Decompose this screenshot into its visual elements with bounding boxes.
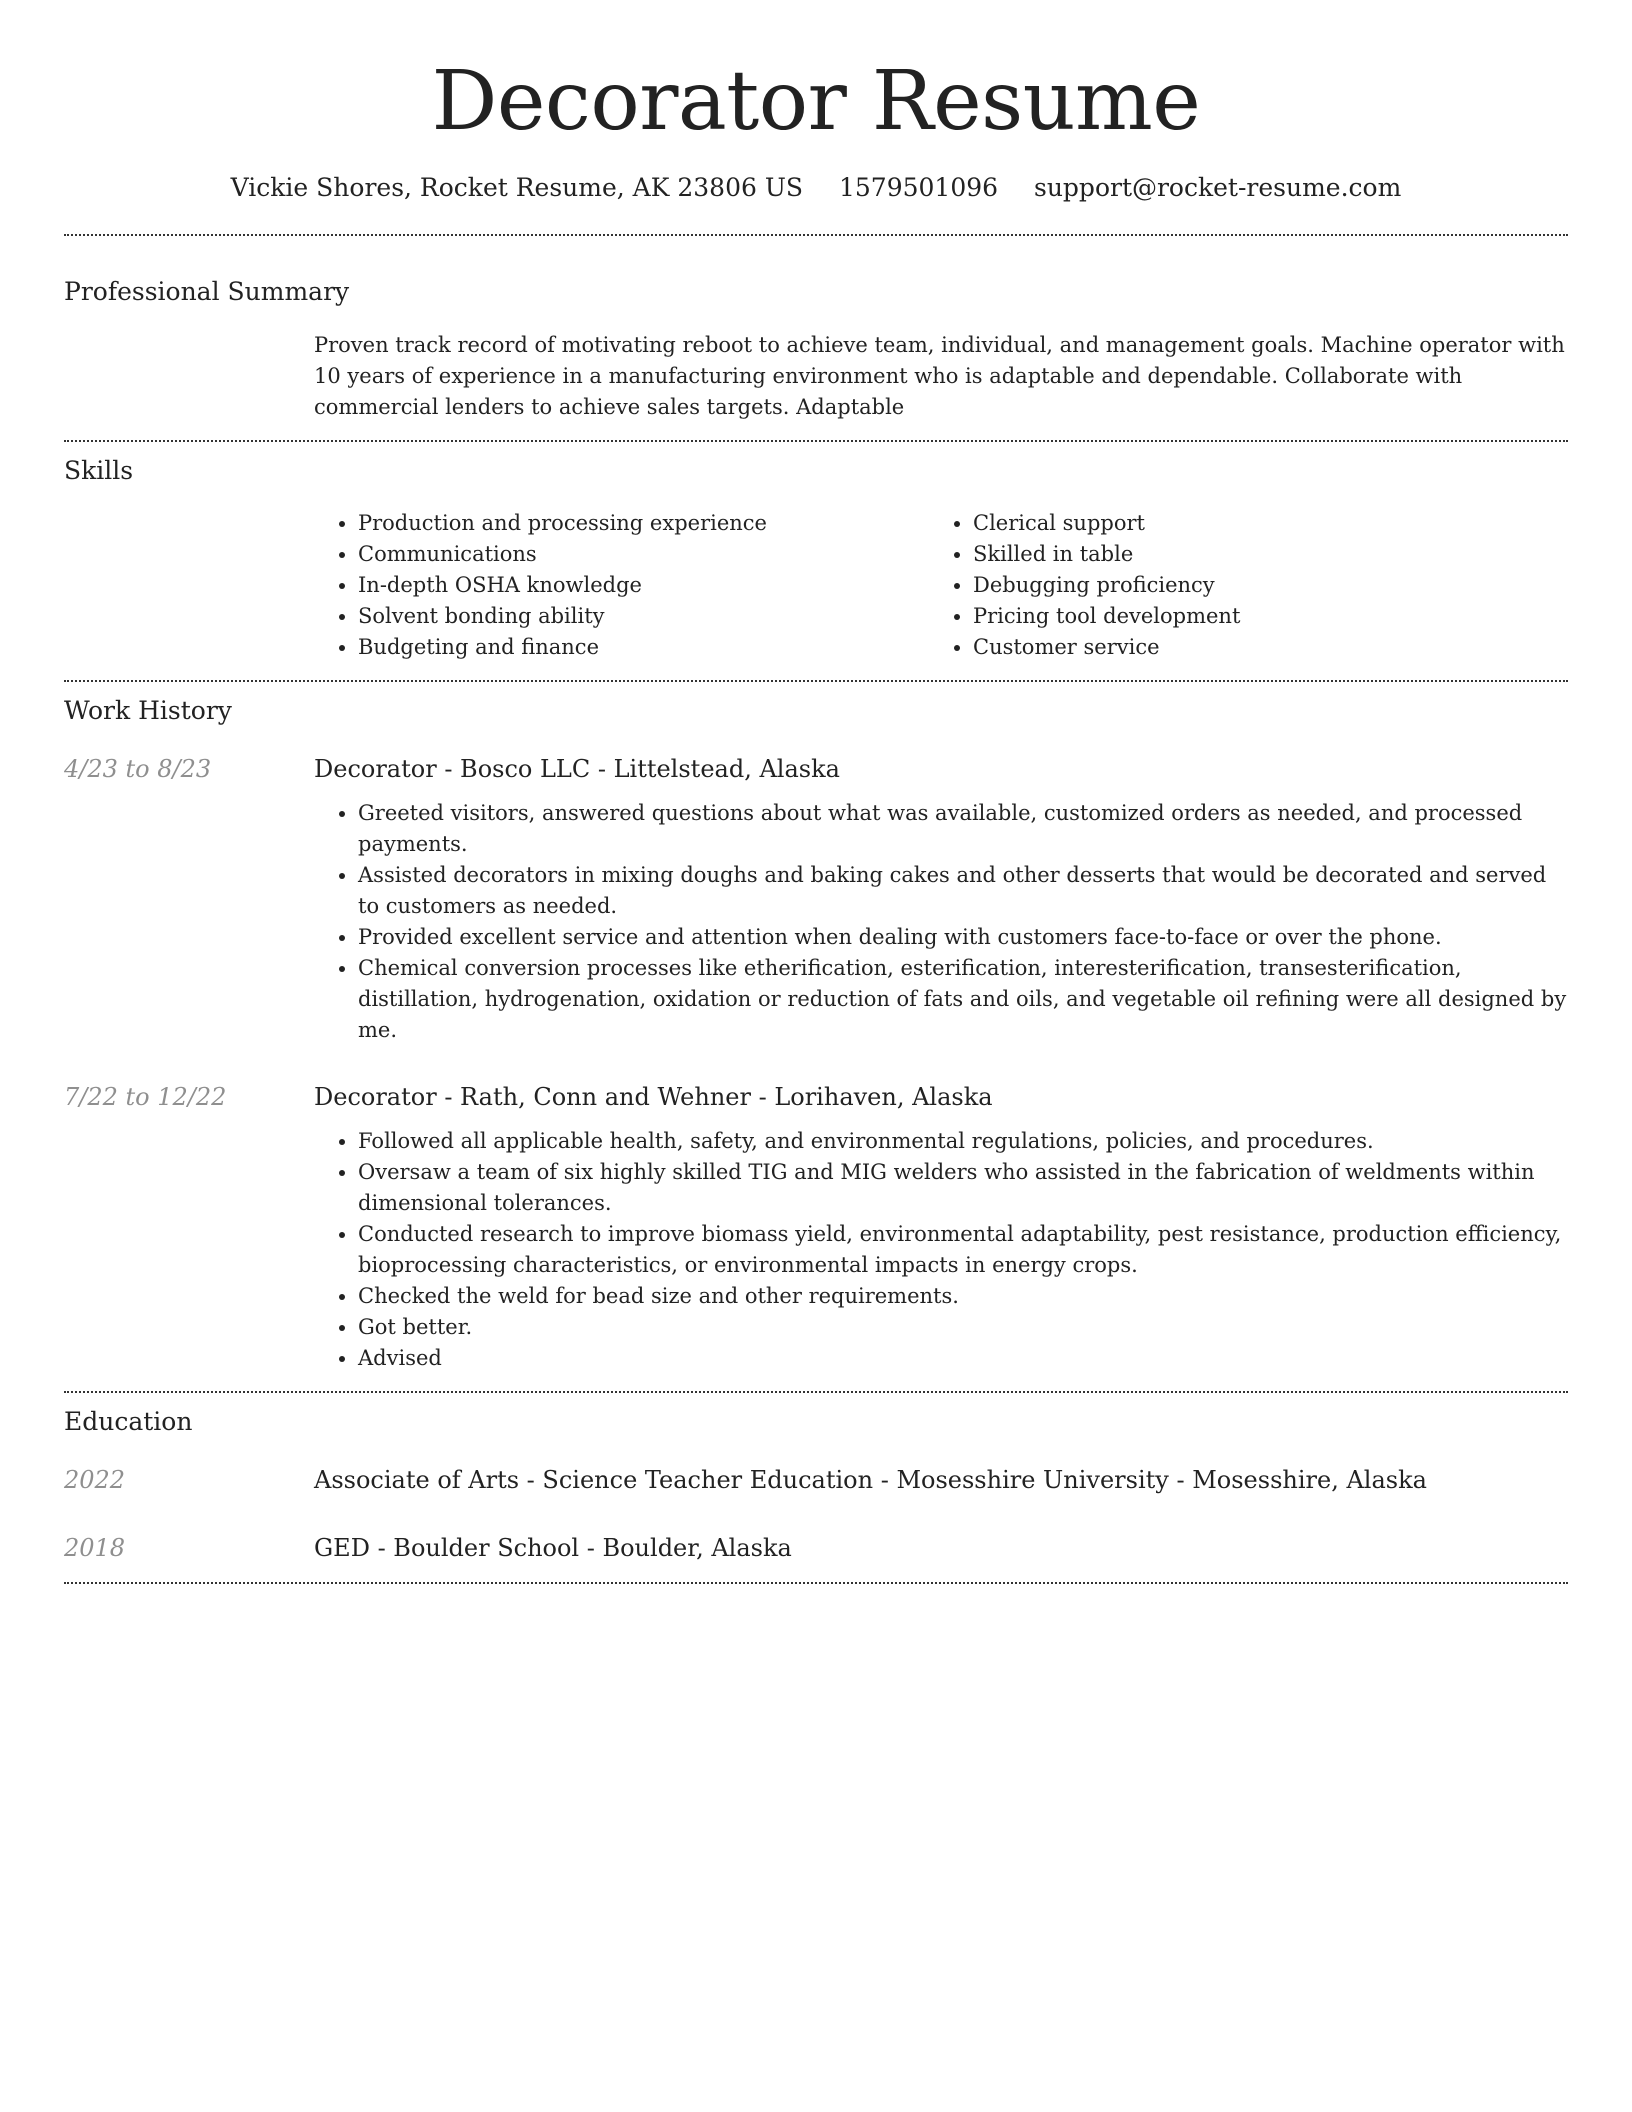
education-divider xyxy=(64,1582,1568,1584)
job-bullet: • Got better. xyxy=(358,1312,1568,1343)
skills-divider xyxy=(64,680,1568,682)
summary-divider xyxy=(64,440,1568,442)
job-bullet: • Oversaw a team of six highly skilled TIG and MIG welders who assisted in the fabrication of weldments within dimensional tolerances. xyxy=(358,1157,1568,1219)
job-bullets xyxy=(314,1126,1568,1374)
education-year: 2022 xyxy=(64,1466,126,1494)
skills-grid xyxy=(314,508,1568,663)
summary-body xyxy=(314,330,1568,423)
education-details xyxy=(314,1463,1568,1497)
job-details xyxy=(314,752,1568,1046)
education-title: GED - Boulder School - Boulder, Alaska xyxy=(314,1534,792,1562)
job-dates: 7/22 to 12/22 xyxy=(64,1083,227,1111)
job-bullet: • Assisted decorators in mixing doughs and baking cakes and other desserts that would be decorated and served to customers as needed. xyxy=(358,860,1568,922)
skills-column-2 xyxy=(929,508,1544,663)
job-bullet: • Advised xyxy=(358,1343,1568,1374)
job-entry xyxy=(64,1080,1568,1374)
job-details xyxy=(314,1080,1568,1374)
job-title: Decorator - Bosco LLC - Littelstead, Alaska xyxy=(314,755,840,783)
education-details xyxy=(314,1531,1568,1565)
job-bullet: • Provided excellent service and attention when dealing with customers face-to-face or over the phone. xyxy=(358,922,1568,953)
skills-column-1 xyxy=(314,508,929,663)
work-heading: Work History xyxy=(64,696,232,725)
skill-item: • Budgeting and finance xyxy=(358,632,929,663)
skill-item: • Debugging proficiency xyxy=(973,570,1544,601)
summary-text: Proven track record of motivating reboot to achieve team, individual, and management goals. Machine operator with 10 years of experience in a manufacturing environment who is adaptable and dependable. Collaborate with commercial lenders to achieve sales targets. Adaptable xyxy=(314,333,1565,419)
job-bullet: • Conducted research to improve biomass yield, environmental adaptability, pest resistance, production efficiency, bioprocessing characteristics, or environmental impacts in energy crops. xyxy=(358,1219,1568,1281)
resume-title: Decorator Resume xyxy=(431,54,1201,149)
skills-heading: Skills xyxy=(64,456,134,485)
job-entry xyxy=(64,752,1568,1046)
contact-email: support@rocket-resume.com xyxy=(1034,173,1402,202)
education-entry xyxy=(64,1531,1568,1565)
job-dates: 4/23 to 8/23 xyxy=(64,755,212,783)
contact-phone: 1579501096 xyxy=(838,173,999,202)
contact-address: Vickie Shores, Rocket Resume, AK 23806 US xyxy=(230,173,804,202)
skills-row xyxy=(64,508,1568,663)
job-bullet: • Greeted visitors, answered questions about what was available, customized orders as needed, and processed payments. xyxy=(358,798,1568,860)
summary-row xyxy=(64,330,1568,423)
skill-item: • Skilled in table xyxy=(973,539,1544,570)
job-bullet: • Followed all applicable health, safety, and environmental regulations, policies, and procedures. xyxy=(358,1126,1568,1157)
summary-heading: Professional Summary xyxy=(64,277,350,306)
work-divider xyxy=(64,1391,1568,1393)
skill-item: • Customer service xyxy=(973,632,1544,663)
education-title: Associate of Arts - Science Teacher Education - Mosesshire University - Mosesshire, Alaska xyxy=(314,1466,1427,1494)
job-title: Decorator - Rath, Conn and Wehner - Lorihaven, Alaska xyxy=(314,1083,993,1111)
education-entry xyxy=(64,1463,1568,1497)
job-bullet: • Checked the weld for bead size and other requirements. xyxy=(358,1281,1568,1312)
summary-section xyxy=(64,275,1568,423)
skill-item: • Solvent bonding ability xyxy=(358,601,929,632)
skills-section xyxy=(64,454,1568,663)
education-section xyxy=(64,1405,1568,1565)
education-heading: Education xyxy=(64,1407,193,1436)
contact-line xyxy=(64,170,1568,206)
skill-item: • Pricing tool development xyxy=(973,601,1544,632)
skill-item: • Communications xyxy=(358,539,929,570)
skill-item: • Production and processing experience xyxy=(358,508,929,539)
work-section xyxy=(64,694,1568,1374)
skill-item: • Clerical support xyxy=(973,508,1544,539)
header-divider xyxy=(64,234,1568,236)
resume-page xyxy=(64,0,1568,1584)
job-bullets xyxy=(314,798,1568,1046)
skill-item: • In-depth OSHA knowledge xyxy=(358,570,929,601)
job-bullet: • Chemical conversion processes like etherification, esterification, interesterification, transesterification, distillation, hydrogenation, oxidation or reduction of fats and oils, and vegetable oil refining were all designed by me. xyxy=(358,953,1568,1046)
education-year: 2018 xyxy=(64,1534,126,1562)
